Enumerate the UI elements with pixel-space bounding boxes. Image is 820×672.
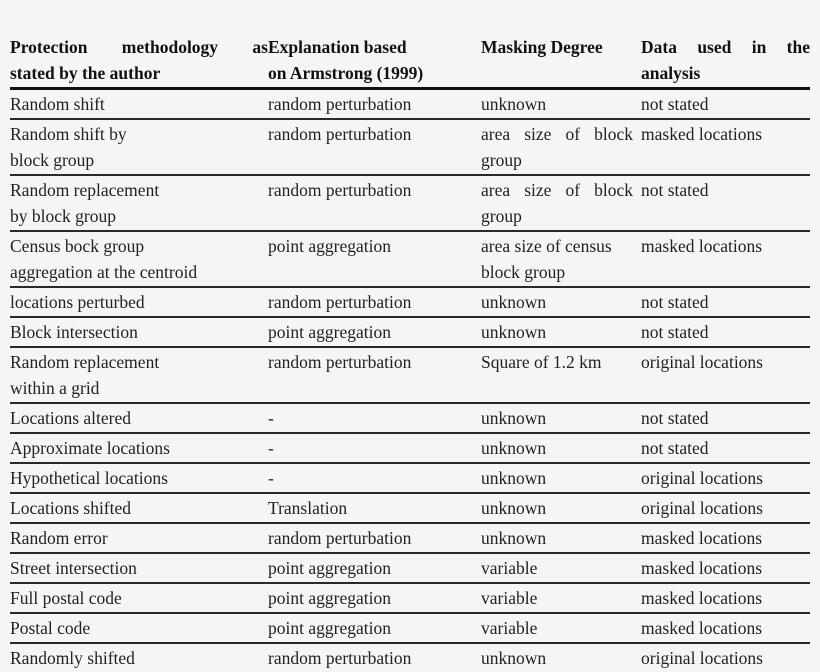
cell-protection-methodology bbox=[10, 643, 268, 672]
cell-protection-methodology bbox=[10, 433, 268, 463]
cell-data-used bbox=[641, 287, 810, 317]
cell-text: point aggregation bbox=[268, 555, 481, 581]
header-explanation bbox=[268, 34, 481, 89]
cell-data-used bbox=[641, 433, 810, 463]
cell-text: masked locations bbox=[641, 615, 810, 641]
cell-text: locations perturbed bbox=[10, 289, 268, 315]
cell-masking-degree bbox=[481, 89, 641, 120]
table-row bbox=[10, 643, 810, 672]
cell-text: - bbox=[268, 465, 481, 491]
cell-protection-methodology bbox=[10, 317, 268, 347]
cell-explanation bbox=[268, 119, 481, 175]
cell-text: masked locations bbox=[641, 525, 810, 551]
cell-text: random perturbation bbox=[268, 525, 481, 551]
cell-text: point aggregation bbox=[268, 233, 481, 259]
table-row bbox=[10, 403, 810, 433]
header-data-used bbox=[641, 34, 810, 89]
cell-protection-methodology bbox=[10, 463, 268, 493]
cell-text: unknown bbox=[481, 91, 641, 117]
cell-data-used bbox=[641, 493, 810, 523]
cell-data-used bbox=[641, 89, 810, 120]
cell-text: random perturbation bbox=[268, 121, 481, 147]
header-line: analysis bbox=[641, 60, 810, 86]
cell-text: point aggregation bbox=[268, 615, 481, 641]
cell-text: variable bbox=[481, 615, 641, 641]
cell-text: not stated bbox=[641, 405, 810, 431]
cell-text: random perturbation bbox=[268, 349, 481, 375]
cell-text: original locations bbox=[641, 645, 810, 671]
cell-text: - bbox=[268, 435, 481, 461]
cell-text: Random error bbox=[10, 525, 268, 551]
cell-text: unknown bbox=[481, 319, 641, 345]
cell-text: group bbox=[481, 203, 641, 229]
cell-text: within a grid bbox=[10, 375, 268, 401]
cell-masking-degree bbox=[481, 287, 641, 317]
cell-explanation bbox=[268, 287, 481, 317]
cell-text: Translation bbox=[268, 495, 481, 521]
cell-explanation bbox=[268, 493, 481, 523]
cell-data-used bbox=[641, 583, 810, 613]
table-row bbox=[10, 583, 810, 613]
cell-protection-methodology bbox=[10, 523, 268, 553]
cell-masking-degree bbox=[481, 493, 641, 523]
cell-masking-degree bbox=[481, 317, 641, 347]
cell-data-used bbox=[641, 175, 810, 231]
cell-protection-methodology bbox=[10, 583, 268, 613]
cell-explanation bbox=[268, 175, 481, 231]
cell-text: unknown bbox=[481, 525, 641, 551]
cell-masking-degree bbox=[481, 613, 641, 643]
header-masking-degree bbox=[481, 34, 641, 89]
cell-protection-methodology bbox=[10, 347, 268, 403]
table-row bbox=[10, 553, 810, 583]
cell-explanation bbox=[268, 317, 481, 347]
cell-text: original locations bbox=[641, 495, 810, 521]
cell-text: random perturbation bbox=[268, 289, 481, 315]
cell-text: Hypothetical locations bbox=[10, 465, 268, 491]
cell-text: area size of block bbox=[481, 177, 641, 203]
cell-data-used bbox=[641, 613, 810, 643]
cell-masking-degree bbox=[481, 231, 641, 287]
table-row bbox=[10, 613, 810, 643]
cell-text: not stated bbox=[641, 319, 810, 345]
cell-explanation bbox=[268, 583, 481, 613]
cell-text: Random shift by bbox=[10, 121, 268, 147]
cell-text: block group bbox=[481, 259, 641, 285]
table-header bbox=[10, 34, 810, 89]
cell-masking-degree bbox=[481, 523, 641, 553]
cell-text: not stated bbox=[641, 91, 810, 117]
table-row bbox=[10, 89, 810, 120]
cell-data-used bbox=[641, 347, 810, 403]
cell-protection-methodology bbox=[10, 89, 268, 120]
cell-data-used bbox=[641, 463, 810, 493]
cell-data-used bbox=[641, 119, 810, 175]
cell-data-used bbox=[641, 317, 810, 347]
cell-explanation bbox=[268, 463, 481, 493]
header-line: Data used in the bbox=[641, 34, 810, 60]
header-line: on Armstrong (1999) bbox=[268, 60, 481, 86]
cell-masking-degree bbox=[481, 119, 641, 175]
table-row bbox=[10, 119, 810, 175]
cell-text: - bbox=[268, 405, 481, 431]
cell-text: aggregation at the centroid bbox=[10, 259, 268, 285]
cell-text: random perturbation bbox=[268, 91, 481, 117]
cell-masking-degree bbox=[481, 583, 641, 613]
cell-text: Locations shifted bbox=[10, 495, 268, 521]
cell-text: Census bock group bbox=[10, 233, 268, 259]
cell-protection-methodology bbox=[10, 119, 268, 175]
cell-text: area size of block bbox=[481, 121, 641, 147]
header-line: stated by the author bbox=[10, 60, 268, 86]
table-row bbox=[10, 347, 810, 403]
cell-text: variable bbox=[481, 585, 641, 611]
cell-text: area size of census bbox=[481, 233, 641, 259]
cell-text: unknown bbox=[481, 435, 641, 461]
cell-text: masked locations bbox=[641, 121, 810, 147]
cell-text: point aggregation bbox=[268, 319, 481, 345]
table-row bbox=[10, 463, 810, 493]
cell-text: unknown bbox=[481, 405, 641, 431]
cell-text: masked locations bbox=[641, 233, 810, 259]
cell-explanation bbox=[268, 231, 481, 287]
methodology-table-container bbox=[10, 34, 810, 672]
table-row bbox=[10, 523, 810, 553]
cell-explanation bbox=[268, 553, 481, 583]
table-row bbox=[10, 175, 810, 231]
cell-explanation bbox=[268, 643, 481, 672]
cell-data-used bbox=[641, 403, 810, 433]
cell-text: by block group bbox=[10, 203, 268, 229]
cell-protection-methodology bbox=[10, 493, 268, 523]
table-row bbox=[10, 287, 810, 317]
table-row bbox=[10, 493, 810, 523]
cell-text: unknown bbox=[481, 495, 641, 521]
cell-protection-methodology bbox=[10, 553, 268, 583]
cell-text: not stated bbox=[641, 177, 810, 203]
cell-masking-degree bbox=[481, 175, 641, 231]
cell-data-used bbox=[641, 553, 810, 583]
cell-protection-methodology bbox=[10, 613, 268, 643]
cell-text: Random replacement bbox=[10, 177, 268, 203]
cell-protection-methodology bbox=[10, 175, 268, 231]
cell-text: Full postal code bbox=[10, 585, 268, 611]
cell-explanation bbox=[268, 523, 481, 553]
header-row bbox=[10, 34, 810, 89]
cell-text: block group bbox=[10, 147, 268, 173]
cell-data-used bbox=[641, 643, 810, 672]
cell-text: unknown bbox=[481, 465, 641, 491]
table-row bbox=[10, 433, 810, 463]
protection-methodology-table bbox=[10, 34, 810, 672]
cell-text: Locations altered bbox=[10, 405, 268, 431]
cell-data-used bbox=[641, 231, 810, 287]
cell-protection-methodology bbox=[10, 287, 268, 317]
cell-text: Block intersection bbox=[10, 319, 268, 345]
cell-text: masked locations bbox=[641, 585, 810, 611]
cell-masking-degree bbox=[481, 433, 641, 463]
cell-text: original locations bbox=[641, 349, 810, 375]
cell-explanation bbox=[268, 347, 481, 403]
cell-text: Approximate locations bbox=[10, 435, 268, 461]
cell-text: Randomly shifted bbox=[10, 645, 268, 671]
cell-text: masked locations bbox=[641, 555, 810, 581]
table-row bbox=[10, 231, 810, 287]
cell-explanation bbox=[268, 403, 481, 433]
cell-protection-methodology bbox=[10, 403, 268, 433]
cell-masking-degree bbox=[481, 403, 641, 433]
cell-text: random perturbation bbox=[268, 177, 481, 203]
header-line: Masking Degree bbox=[481, 34, 641, 60]
cell-text: original locations bbox=[641, 465, 810, 491]
cell-text: Random shift bbox=[10, 91, 268, 117]
header-protection-methodology bbox=[10, 34, 268, 89]
cell-text: Postal code bbox=[10, 615, 268, 641]
cell-text: group bbox=[481, 147, 641, 173]
cell-text: Square of 1.2 km bbox=[481, 349, 641, 375]
cell-masking-degree bbox=[481, 643, 641, 672]
cell-text: Street intersection bbox=[10, 555, 268, 581]
table-row bbox=[10, 317, 810, 347]
header-line: Protection methodology as bbox=[10, 34, 268, 60]
cell-text: point aggregation bbox=[268, 585, 481, 611]
cell-text: random perturbation bbox=[268, 645, 481, 671]
cell-data-used bbox=[641, 523, 810, 553]
cell-text: unknown bbox=[481, 645, 641, 671]
cell-explanation bbox=[268, 613, 481, 643]
cell-explanation bbox=[268, 433, 481, 463]
cell-explanation bbox=[268, 89, 481, 120]
cell-text: not stated bbox=[641, 289, 810, 315]
header-line: Explanation based bbox=[268, 34, 481, 60]
cell-masking-degree bbox=[481, 463, 641, 493]
table-body bbox=[10, 89, 810, 672]
cell-masking-degree bbox=[481, 347, 641, 403]
cell-protection-methodology bbox=[10, 231, 268, 287]
cell-masking-degree bbox=[481, 553, 641, 583]
cell-text: Random replacement bbox=[10, 349, 268, 375]
cell-text: unknown bbox=[481, 289, 641, 315]
cell-text: not stated bbox=[641, 435, 810, 461]
cell-text: variable bbox=[481, 555, 641, 581]
